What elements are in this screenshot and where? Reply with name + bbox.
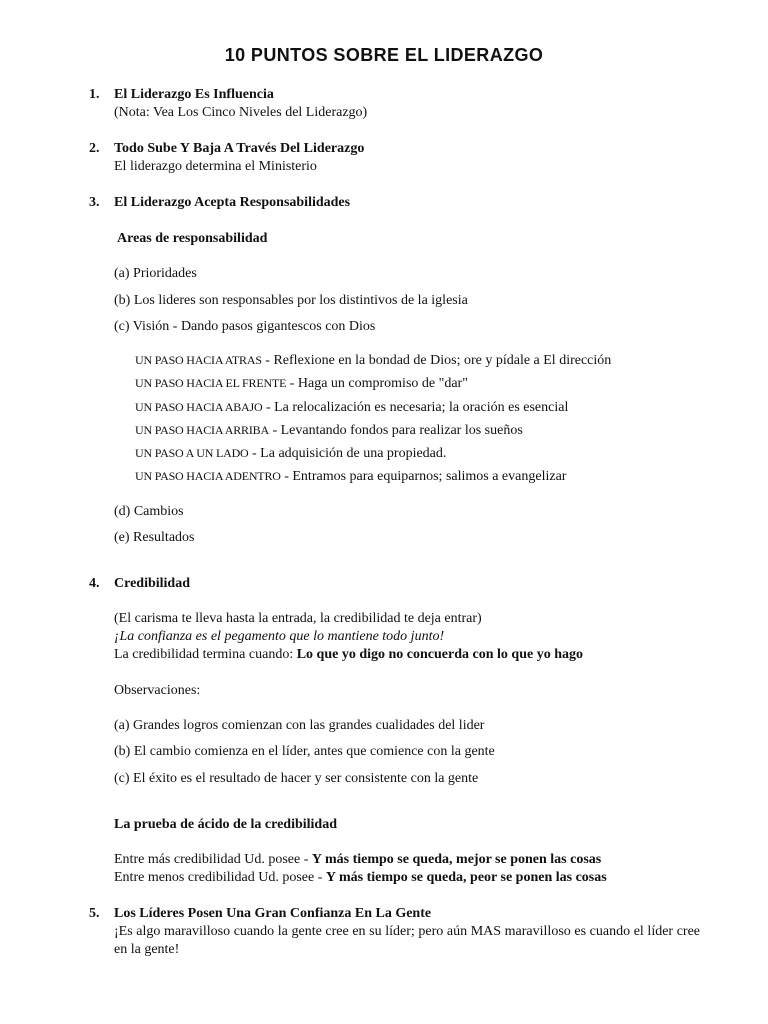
acid-test-line-1-text: Entre más credibilidad Ud. posee - [114,852,312,867]
step-label: UN PASO HACIA ATRAS [135,353,262,367]
acid-test-line-1 [114,851,601,869]
step-text: - La adquisición de una propiedad. [248,446,447,461]
acid-test-heading: La prueba de ácido de la credibilidad [114,817,337,832]
acid-test-line-2-text: Entre menos credibilidad Ud. posee - [114,870,326,885]
step-line [135,398,568,417]
point-2-text: El liderazgo determina el Ministerio [114,159,317,174]
step-label: UN PASO HACIA ADENTRO [135,469,281,483]
step-label: UN PASO HACIA ABAJO [135,400,263,414]
point-3-heading: El Liderazgo Acepta Responsabilidades [114,195,351,210]
step-text: - Haga un compromiso de "dar" [286,376,468,391]
step-line [135,421,523,440]
observations-label: Observaciones: [114,683,201,698]
list-item: (b) Los lideres son responsables por los distintivos de la iglesia [114,293,468,308]
point-5-heading: Los Líderes Posen Una Gran Confianza En La Gente [114,906,432,921]
point-3-subheading: Areas de responsabilidad [117,231,268,246]
step-line [135,444,446,463]
point-5-number: 5. [89,906,100,921]
step-line [135,374,468,393]
list-item: (a) Grandes logros comienzan con las grandes cualidades del lider [114,718,485,733]
step-line [135,351,611,370]
list-item: (c) Visión - Dando pasos gigantescos con Dios [114,319,376,334]
step-text: - La relocalización es necesaria; la oración es esencial [262,400,569,415]
document-title: 10 PUNTOS SOBRE EL LIDERAZGO [224,45,544,65]
point-2-heading: Todo Sube Y Baja A Través Del Liderazgo [114,141,365,156]
point-1-number: 1. [89,87,100,102]
point-4-line-3-text: La credibilidad termina cuando: [114,647,297,662]
acid-test-line-1-bold: Y más tiempo se queda, mejor se ponen las cosas [311,852,602,867]
list-item: (b) El cambio comienza en el líder, antes que comience con la gente [114,744,495,759]
step-text: - Entramos para equiparnos; salimos a evangelizar [280,469,567,484]
list-item: (d) Cambios [114,504,184,519]
step-text: - Reflexione en la bondad de Dios; ore y pídale a El dirección [261,353,612,368]
point-4-line-1: (El carisma te lleva hasta la entrada, la credibilidad te deja entrar) [114,611,482,626]
point-3-number: 3. [89,195,100,210]
step-label: UN PASO A UN LADO [135,446,249,460]
step-label: UN PASO HACIA EL FRENTE [135,376,287,390]
acid-test-line-2-bold: Y más tiempo se queda, peor se ponen las cosas [325,870,607,885]
point-4-line-3-bold: Lo que yo digo no concuerda con lo que yo hago [296,647,583,662]
point-2-number: 2. [89,141,100,156]
point-5-text: ¡Es algo maravilloso cuando la gente cree en su líder; pero aún MAS maravilloso es cuando el líder cree en la gente! [114,924,700,957]
step-line [135,467,566,486]
point-4-heading: Credibilidad [114,576,190,591]
acid-test-line-2 [114,869,607,887]
list-item: (e) Resultados [114,530,195,545]
point-4-number: 4. [89,576,100,591]
point-1-note: (Nota: Vea Los Cinco Niveles del Liderazgo) [114,105,368,120]
point-4-line-3 [114,646,583,664]
step-label: UN PASO HACIA ARRIBA [135,423,269,437]
list-item: (a) Prioridades [114,266,197,281]
step-text: - Levantando fondos para realizar los sueños [268,423,523,438]
point-1-heading: El Liderazgo Es Influencia [114,87,274,102]
list-item: (c) El éxito es el resultado de hacer y ser consistente con la gente [114,771,479,786]
point-4-line-2: ¡La confianza es el pegamento que lo mantiene todo junto! [114,629,445,644]
